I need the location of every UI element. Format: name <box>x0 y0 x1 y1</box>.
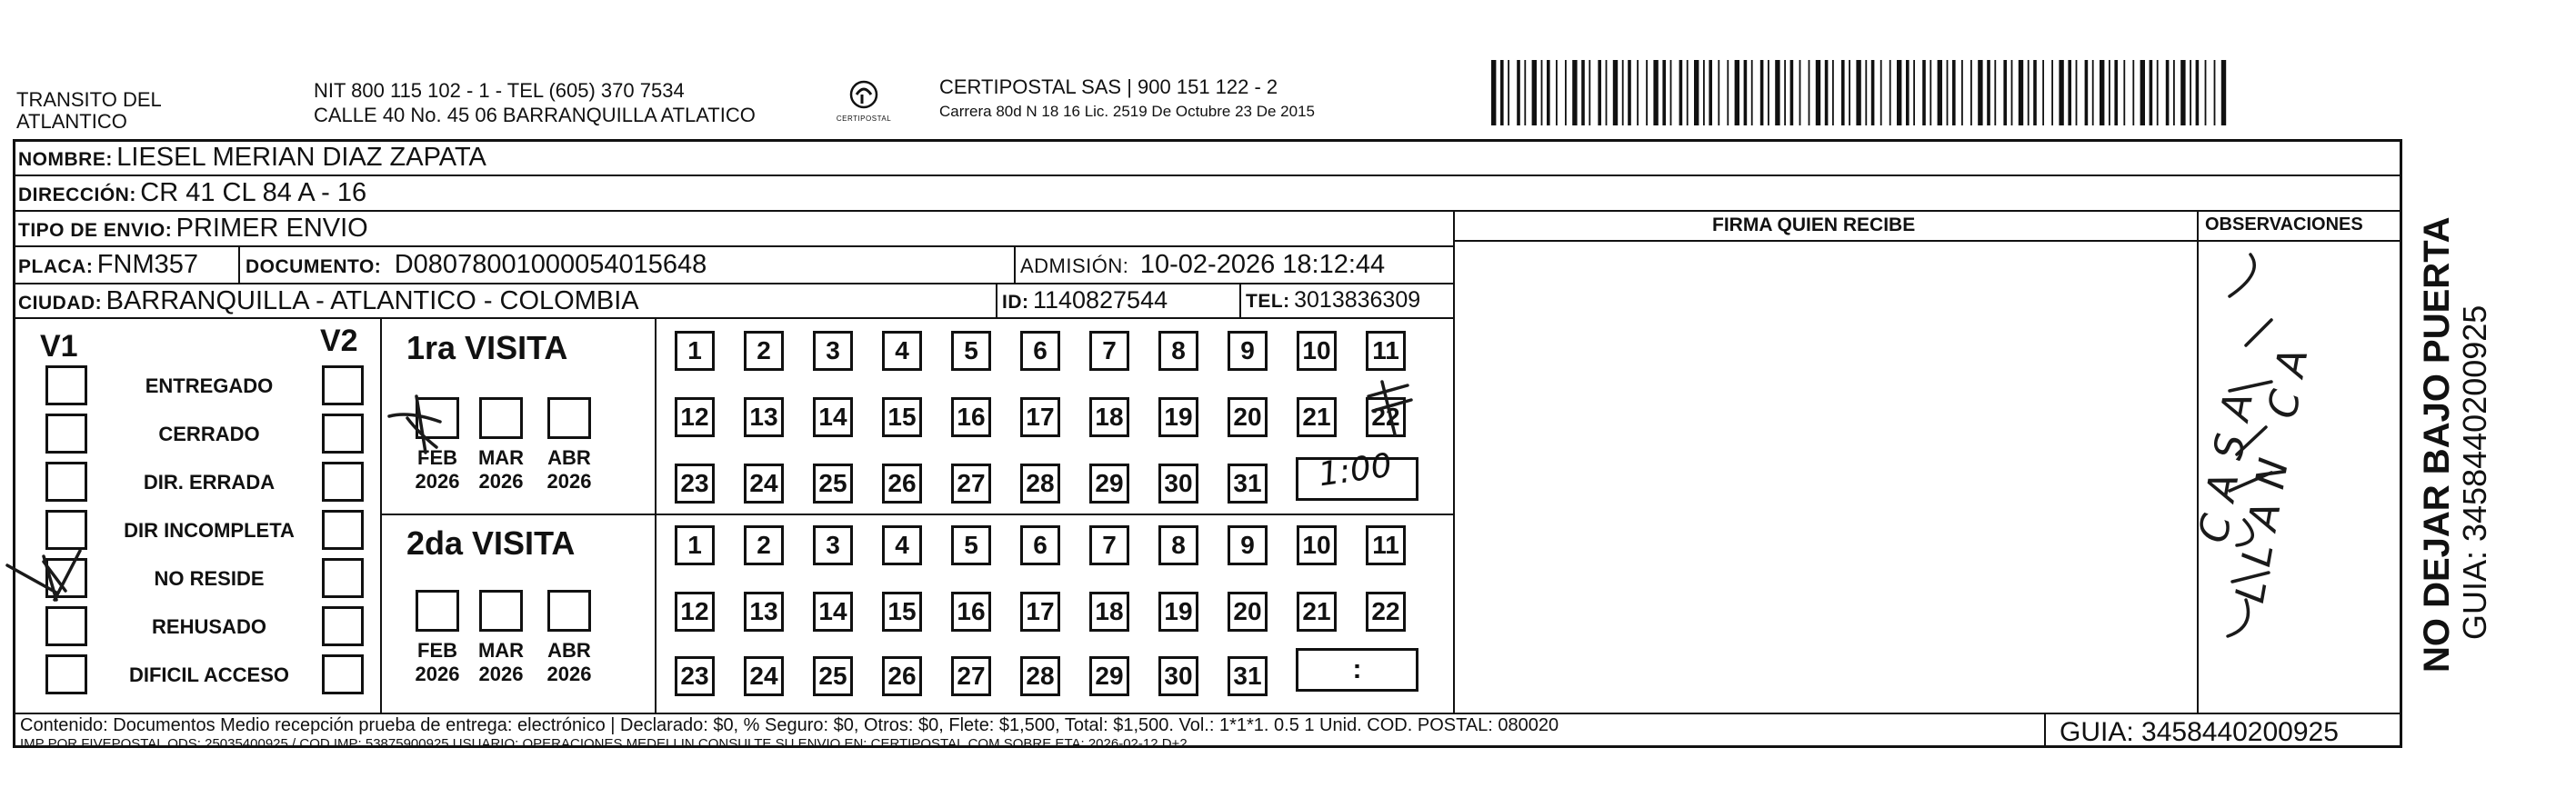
second-visit-day-19[interactable]: 19 <box>1158 592 1198 632</box>
month-label <box>410 446 465 494</box>
barcode-bar <box>2109 60 2110 125</box>
second-visit-day-23[interactable]: 23 <box>675 656 715 696</box>
v2-checkbox[interactable] <box>322 414 364 454</box>
barcode-bar <box>1952 60 1956 125</box>
barcode-bar <box>2190 60 2191 125</box>
firma-label: FIRMA QUIEN RECIBE <box>1712 214 1916 235</box>
barcode-bar <box>2205 60 2207 125</box>
barcode-bar <box>2059 60 2063 125</box>
second-visit-label: 2da VISITA <box>406 524 576 562</box>
second-visit-day-15[interactable]: 15 <box>882 592 922 632</box>
barcode-bar <box>1500 60 1504 125</box>
admision-value: 10-02-2026 18:12:44 <box>1139 250 1386 279</box>
placa-field <box>18 250 198 280</box>
nombre-value: LIESEL MERIAN DIAZ ZAPATA <box>116 143 486 172</box>
barcode-bar <box>2173 60 2175 125</box>
placa-value: FNM357 <box>96 250 198 279</box>
logo-text: CERTIPOSTAL <box>836 115 892 123</box>
barcode-bar <box>2132 60 2134 125</box>
barcode-bar <box>1897 60 1901 125</box>
first-visit-day-9[interactable]: 9 <box>1228 331 1268 371</box>
barcode-bar <box>2068 60 2071 125</box>
v1-checkbox[interactable] <box>45 365 87 405</box>
first-visit-day-2[interactable]: 2 <box>744 331 784 371</box>
second-visit-day-17[interactable]: 17 <box>1020 592 1060 632</box>
barcode-bar <box>1978 60 1982 125</box>
month-label <box>474 639 528 686</box>
second-visit-day-8[interactable]: 8 <box>1158 525 1198 565</box>
address-line: CALLE 40 No. 45 06 BARRANQUILLA ATLATICO <box>314 104 756 126</box>
direccion-label: DIRECCIÓN: <box>18 185 136 205</box>
company-info <box>939 75 1315 125</box>
first-visit-day-18[interactable]: 18 <box>1089 397 1129 437</box>
second-visit-day-27[interactable]: 27 <box>951 656 991 696</box>
first-visit-day-19[interactable]: 19 <box>1158 397 1198 437</box>
admision-field <box>1020 250 1385 280</box>
month-checkbox[interactable] <box>479 397 523 439</box>
first-visit-day-31[interactable]: 31 <box>1228 464 1268 504</box>
barcode-bar <box>1646 60 1648 125</box>
barcode-bar <box>1906 60 1909 125</box>
first-visit-day-10[interactable]: 10 <box>1297 331 1337 371</box>
side-guia: GUIA: 3458440200925 <box>2456 304 2493 640</box>
month-checkbox[interactable] <box>416 397 459 439</box>
barcode <box>1491 60 2230 125</box>
id-field <box>1002 286 1168 314</box>
barcode-bar <box>1947 60 1949 125</box>
v2-checkbox[interactable] <box>322 510 364 550</box>
second-visit-day-1[interactable]: 1 <box>675 525 715 565</box>
barcode-bar <box>1799 60 1801 125</box>
barcode-bar <box>1718 60 1719 125</box>
barcode-bar <box>1809 60 1810 125</box>
month-year: 2026 <box>546 663 592 685</box>
barcode-bar <box>1880 60 1882 125</box>
barcode-bar <box>1703 60 1705 125</box>
second-visit-day-3[interactable]: 3 <box>813 525 853 565</box>
month-name: FEB <box>417 446 457 469</box>
documento-field <box>246 250 707 280</box>
barcode-bar <box>2003 60 2007 125</box>
second-visit-day-22[interactable]: 22 <box>1366 592 1406 632</box>
barcode-bar <box>2011 60 2013 125</box>
barcode-bar <box>1865 60 1867 125</box>
month-checkbox[interactable] <box>479 590 523 632</box>
v2-label: V2 <box>320 324 358 358</box>
first-visit-day-17[interactable]: 17 <box>1020 397 1060 437</box>
barcode-bar <box>1709 60 1712 125</box>
second-visit-day-16[interactable]: 16 <box>951 592 991 632</box>
barcode-bar <box>1856 60 1860 125</box>
barcode-bar <box>1541 60 1543 125</box>
barcode-bar <box>1613 60 1618 125</box>
placa-label: PLACA: <box>18 256 94 277</box>
barcode-bar <box>1727 60 1729 125</box>
barcode-bar <box>1970 60 1972 125</box>
first-visit-day-25[interactable]: 25 <box>813 464 853 504</box>
v1-checkbox[interactable] <box>45 414 87 454</box>
month-checkbox[interactable] <box>416 590 459 632</box>
tel-field <box>1246 287 1420 314</box>
month-label <box>410 639 465 686</box>
admision-label: ADMISIÓN: <box>1020 254 1129 277</box>
reason-label: REHUSADO <box>152 615 266 638</box>
barcode-bar <box>1816 60 1820 125</box>
barcode-bar <box>1938 60 1942 125</box>
license-line: Carrera 80d N 18 16 Lic. 2519 De Octubre 23 De 2015 <box>939 103 1315 120</box>
first-visit-day-3[interactable]: 3 <box>813 331 853 371</box>
imp-line: IMP POR FIVEPOSTAL ODS: 25035400925 / COD.IMP: 53875900925 USUARIO: OPERACIONES MEDELLIN CONSULTE SU ENVIO EN: CERTIPOSTAL.COM SOBRE ETA: 2026-02-12 D+2 <box>20 736 1188 752</box>
second-visit-day-20[interactable]: 20 <box>1228 592 1268 632</box>
barcode-bar <box>2157 60 2159 125</box>
ciudad-label: CIUDAD: <box>18 293 103 314</box>
first-visit-day-20[interactable]: 20 <box>1228 397 1268 437</box>
barcode-bar <box>1628 60 1631 125</box>
sender-info <box>314 78 756 127</box>
month-name: ABR <box>547 446 591 469</box>
documento-label: DOCUMENTO: <box>246 256 382 277</box>
barcode-bar <box>1532 60 1537 125</box>
documento-value: D08078001000054015648 <box>394 250 707 279</box>
second-visit-day-13[interactable]: 13 <box>744 592 784 632</box>
barcode-bar <box>1784 60 1786 125</box>
barcode-bar <box>1889 60 1891 125</box>
handwritten-observation: CASA LLAN CA <box>2190 330 2320 607</box>
barcode-bar <box>2166 60 2170 125</box>
v1-checkbox[interactable] <box>45 606 87 646</box>
reason-label: NO RESIDE <box>154 567 265 590</box>
second-visit-day-31[interactable]: 31 <box>1228 656 1268 696</box>
barcode-bar <box>1662 60 1666 125</box>
first-visit-day-28[interactable]: 28 <box>1020 464 1060 504</box>
barcode-bar <box>1679 60 1683 125</box>
v1-label: V1 <box>40 329 78 364</box>
second-visit-day-12[interactable]: 12 <box>675 592 715 632</box>
month-name: ABR <box>547 639 591 662</box>
second-visit-day-10[interactable]: 10 <box>1297 525 1337 565</box>
barcode-bar <box>1871 60 1875 125</box>
barcode-bar <box>1637 60 1639 125</box>
ciudad-field <box>18 286 639 316</box>
side-warning: NO DEJAR BAJO PUERTA <box>2417 216 2457 673</box>
v1-checkbox[interactable] <box>45 558 87 598</box>
first-visit-day-16[interactable]: 16 <box>951 397 991 437</box>
barcode-bar <box>1790 60 1794 125</box>
barcode-bar <box>1913 60 1915 125</box>
month-label <box>474 446 528 494</box>
observaciones-label: OBSERVACIONES <box>2205 214 2363 234</box>
first-visit-day-7[interactable]: 7 <box>1089 331 1129 371</box>
nombre-label: NOMBRE: <box>18 149 113 170</box>
v2-checkbox[interactable] <box>322 462 364 502</box>
barcode-bar <box>1687 60 1689 125</box>
v1-checkbox[interactable] <box>45 654 87 694</box>
barcode-bar <box>1653 60 1658 125</box>
barcode-bar <box>1606 60 1608 125</box>
first-visit-day-22[interactable]: 22 <box>1366 397 1406 437</box>
barcode-bar <box>2051 60 2053 125</box>
reason-label: CERRADO <box>158 423 260 445</box>
barcode-bar <box>1581 60 1585 125</box>
month-checkbox[interactable] <box>547 397 591 439</box>
barcode-bar <box>1524 60 1526 125</box>
v2-checkbox[interactable] <box>322 365 364 405</box>
barcode-bar <box>1565 60 1567 125</box>
first-visit-day-30[interactable]: 30 <box>1158 464 1198 504</box>
first-visit-day-14[interactable]: 14 <box>813 397 853 437</box>
direccion-value: CR 41 CL 84 A - 16 <box>140 178 367 207</box>
second-visit-day-7[interactable]: 7 <box>1089 525 1129 565</box>
barcode-bar <box>2028 60 2030 125</box>
barcode-bar <box>2214 60 2216 125</box>
barcode-bar <box>1994 60 1996 125</box>
barcode-bar <box>1622 60 1624 125</box>
footer-guia: GUIA: 3458440200925 <box>2060 717 2339 747</box>
tipo-value: PRIMER ENVIO <box>175 214 368 243</box>
second-visit-day-5[interactable]: 5 <box>951 525 991 565</box>
second-visit-day-26[interactable]: 26 <box>882 656 922 696</box>
month-label <box>542 446 596 494</box>
tel-label: TEL: <box>1246 291 1290 312</box>
barcode-bar <box>1556 60 1558 125</box>
first-visit-label: 1ra VISITA <box>406 329 568 366</box>
barcode-bar <box>2140 60 2145 125</box>
second-visit-day-11[interactable]: 11 <box>1366 525 1406 565</box>
second-visit-day-24[interactable]: 24 <box>744 656 784 696</box>
barcode-bar <box>2196 60 2200 125</box>
v2-checkbox[interactable] <box>322 558 364 598</box>
first-visit-day-15[interactable]: 15 <box>882 397 922 437</box>
nombre-field <box>18 143 486 173</box>
barcode-bar <box>1768 60 1769 125</box>
barcode-bar <box>2180 60 2185 125</box>
barcode-bar <box>1775 60 1779 125</box>
barcode-bar <box>1751 60 1753 125</box>
month-year: 2026 <box>415 663 460 685</box>
first-visit-day-29[interactable]: 29 <box>1089 464 1129 504</box>
org-line-2: ATLANTICO <box>16 110 127 133</box>
barcode-bar <box>1517 60 1520 125</box>
month-checkbox[interactable] <box>547 590 591 632</box>
tipo-label: TIPO DE ENVIO: <box>18 220 173 241</box>
second-visit-day-30[interactable]: 30 <box>1158 656 1198 696</box>
side-text <box>2417 216 2493 673</box>
second-visit-day-9[interactable]: 9 <box>1228 525 1268 565</box>
org-name <box>16 89 162 133</box>
barcode-bar <box>2123 60 2125 125</box>
second-visit-day-14[interactable]: 14 <box>813 592 853 632</box>
direccion-field <box>18 178 366 208</box>
second-visit-time-box[interactable]: : <box>1296 648 1418 692</box>
barcode-bar <box>1832 60 1834 125</box>
second-visit-day-25[interactable]: 25 <box>813 656 853 696</box>
barcode-bar <box>1987 60 1990 125</box>
second-visit-day-28[interactable]: 28 <box>1020 656 1060 696</box>
second-visit-day-4[interactable]: 4 <box>882 525 922 565</box>
handwritten-time: 1:00 <box>1316 446 1395 494</box>
barcode-bar <box>2085 60 2089 125</box>
first-visit-day-1[interactable]: 1 <box>675 331 715 371</box>
org-line-1: TRANSITO DEL <box>16 88 162 111</box>
barcode-bar <box>1961 60 1963 125</box>
v2-checkbox[interactable] <box>322 606 364 646</box>
reason-label: DIR. ERRADA <box>143 471 276 494</box>
v1-checkbox[interactable] <box>45 510 87 550</box>
second-visit-day-21[interactable]: 21 <box>1297 592 1337 632</box>
month-label <box>542 639 596 686</box>
tel-value: 3013836309 <box>1294 287 1421 313</box>
month-year: 2026 <box>478 663 524 685</box>
contenido-line: Contenido: Documentos Medio recepción prueba de entrega: electrónico | Declarado: $0, % Seguro: $0, Otros: $0, Flete: $1,500, Total: $1,500. Vol.: 1*1*1. 0.5 1 Unid. COD. POSTAL: 080020 <box>20 715 1559 735</box>
first-visit-day-21[interactable]: 21 <box>1297 397 1337 437</box>
barcode-bar <box>1825 60 1829 125</box>
ciudad-value: BARRANQUILLA - ATLANTICO - COLOMBIA <box>105 286 639 315</box>
second-visit-day-18[interactable]: 18 <box>1089 592 1129 632</box>
barcode-bar <box>1760 60 1764 125</box>
id-value: 1140827544 <box>1032 286 1168 314</box>
barcode-bar <box>2033 60 2037 125</box>
barcode-bar <box>2092 60 2094 125</box>
barcode-bar <box>1572 60 1577 125</box>
first-visit-day-5[interactable]: 5 <box>951 331 991 371</box>
barcode-bar <box>1598 60 1601 125</box>
barcode-bar <box>2150 60 2153 125</box>
month-name: MAR <box>477 639 525 662</box>
barcode-bar <box>1670 60 1672 125</box>
second-visit-day-6[interactable]: 6 <box>1020 525 1060 565</box>
barcode-bar <box>1922 60 1926 125</box>
company-line: CERTIPOSTAL SAS | 900 151 122 - 2 <box>939 75 1278 98</box>
month-name: FEB <box>417 639 457 662</box>
barcode-bar <box>2221 60 2226 125</box>
reason-label: DIR INCOMPLETA <box>124 519 295 542</box>
v1-checkbox[interactable] <box>45 462 87 502</box>
barcode-bar <box>2114 60 2118 125</box>
barcode-bar <box>1547 60 1550 125</box>
first-visit-day-23[interactable]: 23 <box>675 464 715 504</box>
month-name: MAR <box>477 446 525 469</box>
first-visit-day-27[interactable]: 27 <box>951 464 991 504</box>
barcode-bar <box>1744 60 1748 125</box>
barcode-bar <box>1735 60 1739 125</box>
nit-line: NIT 800 115 102 - 1 - TEL (605) 370 7534 <box>314 79 685 102</box>
tipo-envio-field <box>18 214 368 244</box>
barcode-bar <box>1491 60 1496 125</box>
first-visit-day-8[interactable]: 8 <box>1158 331 1198 371</box>
barcode-bar <box>1694 60 1699 125</box>
first-visit-day-4[interactable]: 4 <box>882 331 922 371</box>
id-label: ID: <box>1002 292 1029 313</box>
month-year: 2026 <box>546 470 592 493</box>
barcode-bar <box>2042 60 2044 125</box>
reason-label: DIFICIL ACCESO <box>128 663 289 686</box>
first-visit-day-26[interactable]: 26 <box>882 464 922 504</box>
barcode-bar <box>1841 60 1845 125</box>
certipostal-logo <box>832 76 896 127</box>
barcode-bar <box>1589 60 1590 125</box>
month-year: 2026 <box>415 470 460 493</box>
first-visit-day-11[interactable]: 11 <box>1366 331 1406 371</box>
barcode-bar <box>1929 60 1931 125</box>
second-visit-day-29[interactable]: 29 <box>1089 656 1129 696</box>
barcode-bar <box>2100 60 2104 125</box>
first-visit-day-24[interactable]: 24 <box>744 464 784 504</box>
first-visit-day-12[interactable]: 12 <box>675 397 715 437</box>
form-frame <box>13 139 2402 748</box>
barcode-bar <box>1849 60 1850 125</box>
month-year: 2026 <box>478 470 524 493</box>
barcode-bar <box>1508 60 1509 125</box>
barcode-bar <box>2019 60 2023 125</box>
first-visit-day-6[interactable]: 6 <box>1020 331 1060 371</box>
barcode-bar <box>2076 60 2078 125</box>
first-visit-day-13[interactable]: 13 <box>744 397 784 437</box>
v2-checkbox[interactable] <box>322 654 364 694</box>
second-visit-day-2[interactable]: 2 <box>744 525 784 565</box>
reason-label: ENTREGADO <box>145 374 274 397</box>
